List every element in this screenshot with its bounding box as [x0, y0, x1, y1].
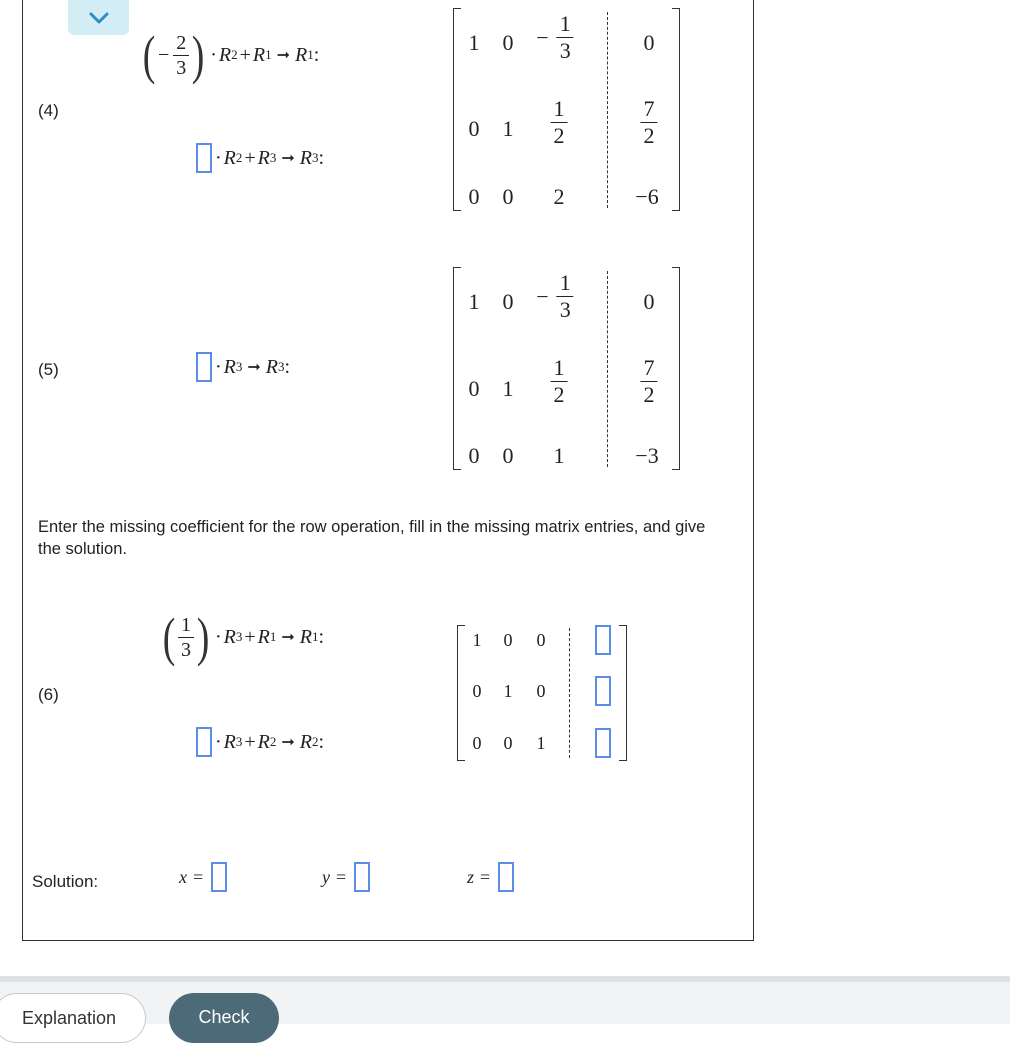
solution-y: y = [322, 862, 370, 892]
instructions-text: Enter the missing coefficient for the row operation, fill in the missing matrix entries, and give the solution. [38, 518, 706, 558]
check-button[interactable]: Check [169, 993, 279, 1043]
matrix-cell: 0 [502, 184, 514, 209]
matrix-cell: −3 [635, 443, 659, 468]
arrow-right-icon: ➞ [281, 150, 295, 167]
y-input[interactable] [354, 862, 370, 892]
matrix-cell: 0 [502, 289, 514, 314]
coef-fraction: $\frac{2}{3}$ [173, 33, 189, 78]
matrix-cell: 1 [502, 376, 514, 401]
matrix-cell: −6 [635, 184, 659, 209]
matrix-cell: 0 [468, 184, 480, 209]
matrix-cell: $\frac{1}{2}$ [551, 357, 568, 406]
matrix-cell: $\frac{7}{2}$ [641, 357, 658, 406]
solution-label: Solution: [32, 872, 99, 891]
matrix-cell: 0 [503, 630, 513, 650]
step-4-operation-2: · R 2 + R 3 ➞ R 3 : [196, 143, 324, 173]
z-input[interactable] [498, 862, 514, 892]
matrix-cell: − $\frac{1}{3}$ [536, 272, 573, 321]
step-5-label: (5) [38, 360, 59, 379]
matrix-cell: 0 [643, 289, 655, 314]
matrix-cell: 0 [502, 30, 514, 55]
coef-fraction: $\frac{1}{3}$ [178, 615, 194, 660]
matrix-cell: 0 [472, 733, 482, 753]
matrix-cell: 0 [468, 116, 480, 141]
x-input[interactable] [211, 862, 227, 892]
step-6-operation-2: · R 3 + R 2 ➞ R 2 : [196, 727, 324, 757]
matrix-cell: 0 [502, 443, 514, 468]
coefficient-input[interactable] [196, 727, 212, 757]
matrix-cell: − $\frac{1}{3}$ [536, 13, 573, 62]
arrow-right-icon: ➞ [247, 359, 261, 376]
matrix-cell: 0 [536, 630, 546, 650]
matrix-cell: 0 [468, 376, 480, 401]
matrix-cell: 0 [472, 681, 482, 701]
step-4-label: (4) [38, 101, 59, 120]
step-4-operation-1: ( − $\frac{2}{3}$ ) · R 2 + R 1 ➞ R 1 : [142, 25, 320, 85]
arrow-right-icon: ➞ [281, 629, 295, 646]
matrix-cell: $\frac{7}{2}$ [641, 98, 658, 147]
solution-x: x = [179, 862, 227, 892]
step-6-label: (6) [38, 685, 59, 704]
arrow-right-icon: ➞ [276, 47, 291, 64]
matrix-cell: 0 [468, 443, 480, 468]
step-5-operation-1: · R 3 ➞ R 3 : [196, 352, 290, 382]
footer-bar [0, 976, 1010, 1024]
arrow-right-icon: ➞ [281, 734, 295, 751]
matrix-cell: 1 [536, 733, 546, 753]
coef-sign: − [157, 43, 170, 66]
matrix-cell: 1 [503, 681, 513, 701]
step-6-operation-1: ( $\frac{1}{3}$ ) · R 3 + R 1 ➞ R 1 : [162, 607, 325, 667]
matrix-answer-input[interactable] [595, 625, 611, 655]
coefficient-input[interactable] [196, 143, 212, 173]
matrix-cell: 2 [553, 184, 565, 209]
matrix-answer-input[interactable] [595, 676, 611, 706]
matrix-cell: 0 [503, 733, 513, 753]
matrix-cell: 1 [468, 289, 480, 314]
chevron-down-icon [88, 11, 110, 25]
coefficient-input[interactable] [196, 352, 212, 382]
collapse-button[interactable] [68, 0, 129, 35]
matrix-cell: $\frac{1}{2}$ [551, 98, 568, 147]
matrix-answer-input[interactable] [595, 728, 611, 758]
matrix-cell: 1 [502, 116, 514, 141]
matrix-cell: 1 [472, 630, 482, 650]
matrix-cell: 1 [553, 443, 565, 468]
matrix-cell: 0 [536, 681, 546, 701]
solution-z: z = [467, 862, 514, 892]
matrix-cell: 1 [468, 30, 480, 55]
explanation-button[interactable]: Explanation [0, 993, 146, 1043]
matrix-cell: 0 [643, 30, 655, 55]
